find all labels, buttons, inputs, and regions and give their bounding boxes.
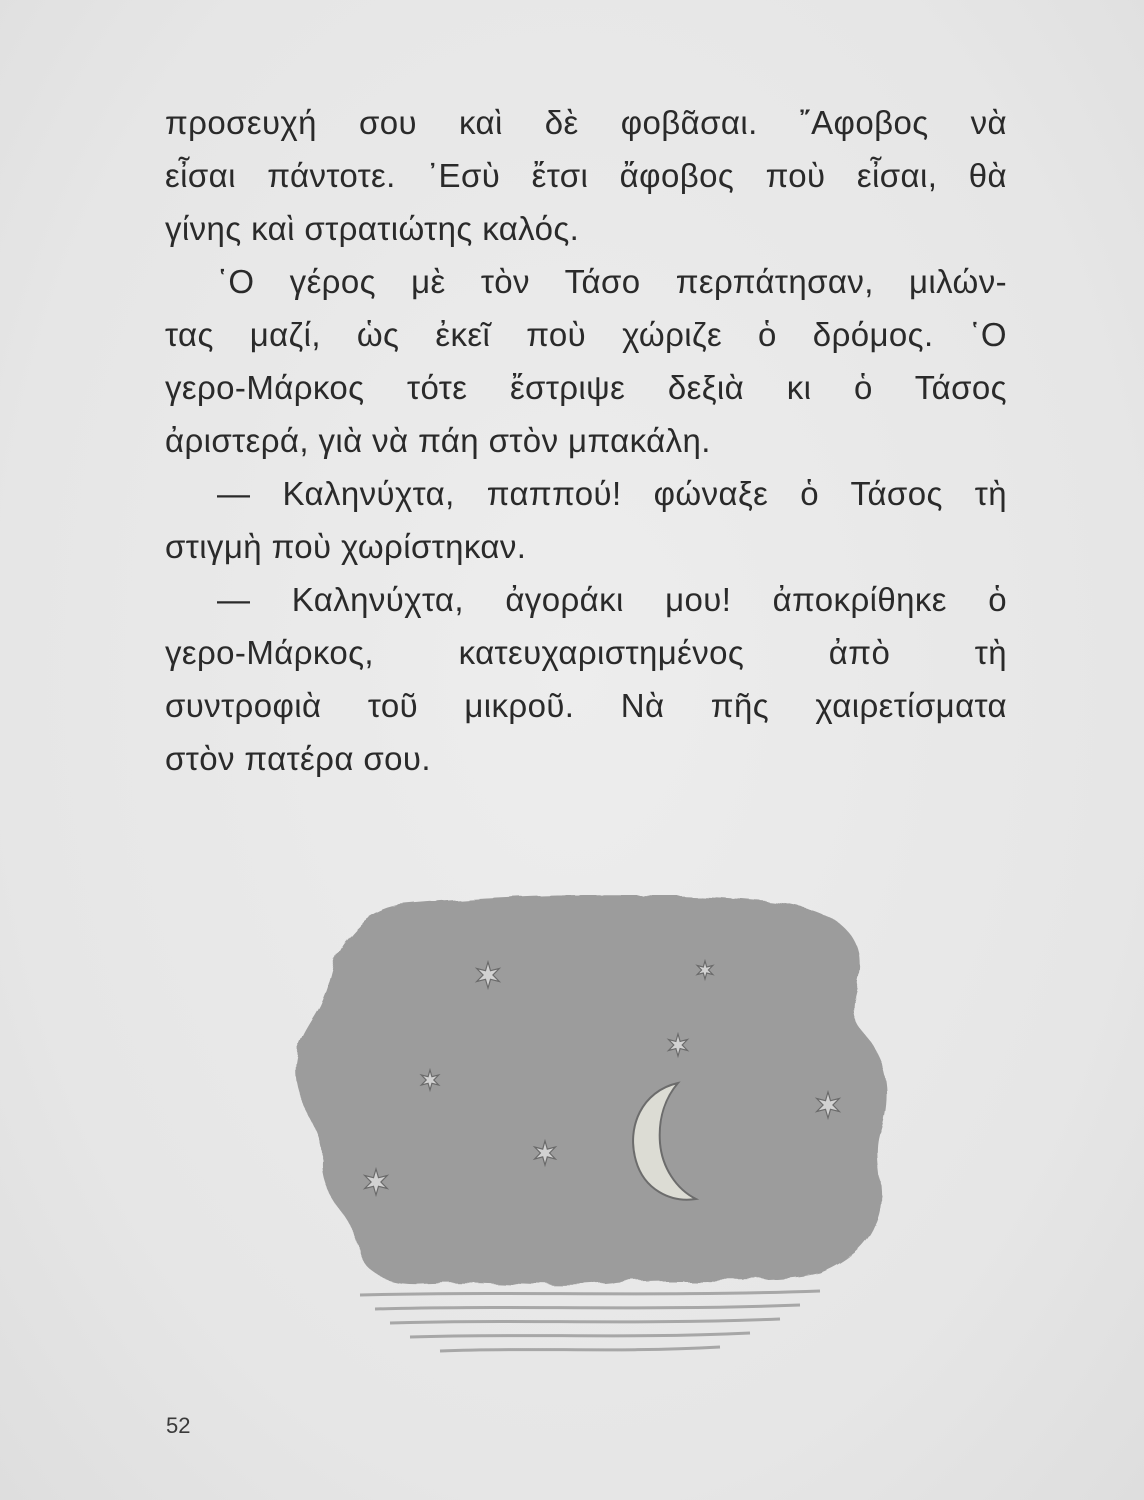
text-line: γερο-Μάρκος τότε ἔστριψε δεξιὰ κι ὁ Τάσος [165, 369, 1007, 406]
text-line: γίνης καὶ στρατιώτης καλός. [165, 210, 580, 247]
text-line: προσευχή σου καὶ δὲ φοβᾶσαι. ῎Αφοβος νὰ [165, 104, 1007, 141]
text-line: — Καληνύχτα, παππού! φώναξε ὁ Τάσος τὴ [217, 475, 1007, 512]
sky-wash [294, 895, 887, 1351]
text-line: — Καληνύχτα, ἀγοράκι μου! ἀποκρίθηκε ὁ [217, 581, 1007, 618]
text-line: στὸν πατέρα σου. [165, 740, 431, 777]
night-sky-illustration [280, 895, 900, 1365]
text-line: στιγμὴ ποὺ χωρίστηκαν. [165, 528, 527, 565]
text-line: συντροφιὰ τοῦ μικροῦ. Νὰ πῆς χαιρετίσματα [165, 687, 1007, 724]
page-number: 52 [166, 1413, 191, 1438]
text-line: εἶσαι πάντοτε. ᾿Εσὺ ἔτσι ἄφοβος ποὺ εἶσαι, θὰ [165, 157, 1007, 194]
text-line: γερο-Μάρκος, κατευχαριστημένος ἀπὸ τὴ [165, 634, 1007, 671]
text-line: ἀριστερά, γιὰ νὰ πάη στὸν μπακάλη. [165, 422, 711, 459]
body-text [165, 96, 1007, 785]
text-line: ῾Ο γέρος μὲ τὸν Τάσο περπάτησαν, μιλών- [217, 263, 1007, 300]
text-line: τας μαζί, ὡς ἐκεῖ ποὺ χώριζε ὁ δρόμος. ῾Ο [165, 316, 1007, 353]
